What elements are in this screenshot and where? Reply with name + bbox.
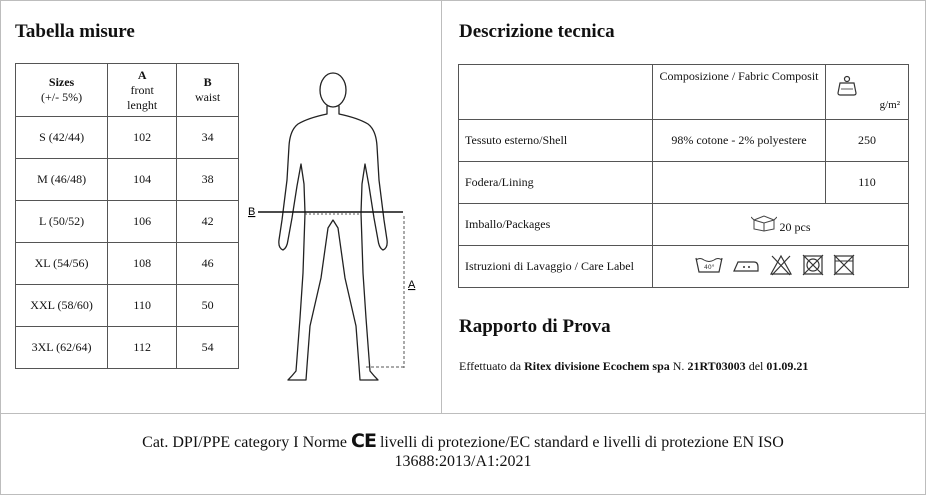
b-cell: 42 <box>177 201 239 243</box>
a-header-label: A <box>137 67 147 82</box>
b-cell: 46 <box>177 243 239 285</box>
vertical-divider <box>441 0 442 413</box>
table-row <box>16 201 239 243</box>
no-tumble-dry-icon <box>802 254 824 276</box>
a-cell: 110 <box>108 285 177 327</box>
a-cell: 104 <box>108 159 177 201</box>
a-cell: 112 <box>108 327 177 369</box>
test-report-title: Rapporto di Prova <box>459 316 611 337</box>
tech-table-header <box>459 65 909 120</box>
footer-line-2: 13688:2013/A1:2021 <box>394 453 532 470</box>
report-number-prefix: N. <box>669 359 688 373</box>
table-row <box>16 243 239 285</box>
size-cell: 3XL (62/64) <box>16 327 108 369</box>
a-header-cell <box>108 64 177 117</box>
weight-cell: 250 <box>826 120 909 162</box>
table-row <box>16 117 239 159</box>
table-row <box>459 120 909 162</box>
table-row <box>459 204 909 246</box>
tech-description-table <box>458 64 909 288</box>
packaging-value-wrap <box>751 214 811 232</box>
report-number: 21RT03003 <box>687 359 746 373</box>
wash-40-icon <box>695 255 723 275</box>
ce-mark: CE <box>351 430 376 452</box>
b-header-label: B <box>203 75 212 89</box>
size-cell: S (42/44) <box>16 117 108 159</box>
b-cell: 54 <box>177 327 239 369</box>
b-cell: 38 <box>177 159 239 201</box>
a-cell: 102 <box>108 117 177 159</box>
b-cell: 50 <box>177 285 239 327</box>
size-table-header <box>16 64 239 117</box>
size-cell: XXL (58/60) <box>16 285 108 327</box>
care-label: Istruzioni di Lavaggio / Care Label <box>459 246 653 288</box>
b-header-sub: waist <box>194 90 221 104</box>
no-bleach-icon <box>769 254 793 276</box>
body-outline <box>279 73 387 380</box>
sizes-header-note: (+/- 5%) <box>41 90 83 104</box>
footer-text-before: Cat. DPI/PPE category I Norme <box>142 434 351 451</box>
weight-header-cell <box>826 65 909 120</box>
horizontal-divider <box>0 413 926 414</box>
report-prefix: Effettuato da <box>459 359 525 373</box>
test-report-line <box>459 359 808 374</box>
b-header-cell <box>177 64 239 117</box>
label-b: B <box>248 206 256 218</box>
care-icons-cell <box>653 246 909 288</box>
tech-description-title: Descrizione tecnica <box>459 21 615 42</box>
size-cell: L (50/52) <box>16 201 108 243</box>
report-company: Ritex divisione Ecochem spa <box>524 359 670 373</box>
sizes-header-cell <box>16 64 108 117</box>
footer-line-1 <box>0 432 926 452</box>
wash-temp: 40° <box>704 264 715 271</box>
packaging-value: 20 pcs <box>779 220 811 234</box>
a-header-sub2: lenght <box>127 97 158 112</box>
row-label: Fodera/Lining <box>459 162 653 204</box>
footer-text-after: livelli di protezione/EC standard e livelli di protezione EN ISO <box>375 434 784 451</box>
sizes-header-label: Sizes <box>48 75 75 89</box>
packaging-cell <box>653 204 909 246</box>
weight-cell: 110 <box>826 162 909 204</box>
size-cell: M (46/48) <box>16 159 108 201</box>
report-date: 01.09.21 <box>766 359 809 373</box>
report-date-prefix: del <box>745 359 767 373</box>
footer-certification <box>0 432 926 471</box>
body-measurement-figure <box>248 68 438 398</box>
care-icons <box>695 254 855 276</box>
composition-cell <box>653 162 826 204</box>
no-dry-clean-icon <box>833 254 855 276</box>
a-cell: 106 <box>108 201 177 243</box>
table-row <box>16 285 239 327</box>
box-icon <box>751 214 777 232</box>
a-cell: 108 <box>108 243 177 285</box>
b-cell: 34 <box>177 117 239 159</box>
table-row <box>16 159 239 201</box>
weight-unit: g/m² <box>879 99 900 111</box>
packaging-label: Imballo/Packages <box>459 204 653 246</box>
row-label: Tessuto esterno/Shell <box>459 120 653 162</box>
size-table <box>15 63 239 369</box>
weight-icon <box>836 75 858 97</box>
composition-header: Composizione / Fabric Composit <box>653 65 826 120</box>
table-row <box>459 246 909 288</box>
table-row <box>16 327 239 369</box>
table-row <box>459 162 909 204</box>
head-shape <box>320 73 346 107</box>
a-header-sub1: front <box>130 82 154 97</box>
composition-cell: 98% cotone - 2% polyestere <box>653 120 826 162</box>
body-silhouette <box>279 106 387 380</box>
size-cell: XL (54/56) <box>16 243 108 285</box>
header-empty-cell <box>459 65 653 120</box>
iron-icon <box>732 255 760 275</box>
size-table-title: Tabella misure <box>15 21 135 42</box>
label-a: A <box>408 279 416 291</box>
